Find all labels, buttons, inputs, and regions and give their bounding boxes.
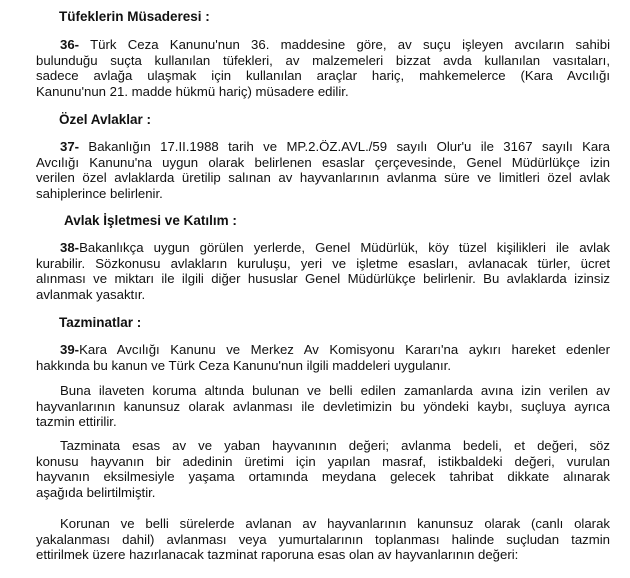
paragraph-line: yakalanması dahil) avlanması veya yumurtalarının toplanması halinde suçludan tazmin: [36, 531, 610, 547]
section-heading-tazminatlar: Tazminatlar :: [59, 315, 142, 330]
paragraph-line: bulunduğu suçta kullanılan tüfekleri, av malzemeleri bizzat avda kullanılan vasıtaları,: [36, 52, 610, 68]
article-number: 38-: [60, 240, 80, 255]
paragraph-line: 38-Bakanlıkça uygun görülen yerlerde, Genel Müdürlük, köy tüzel kişilikleri ile avlak: [60, 240, 610, 255]
compensation-paragraph-1: [36, 383, 610, 430]
paragraph-line: 36- Türk Ceza Kanunu'nun 36. maddesine göre, av suçu işleyen avcıların sahibi: [60, 37, 610, 52]
paragraph-line: hayvanlarının kanunsuz olarak avlanması ile devletimizin bu yöndeki kaybı, suçluya ayrıca: [36, 398, 610, 414]
article-39-paragraph: [36, 342, 610, 373]
section-heading-ozel-avlaklar: Özel Avlaklar :: [59, 112, 152, 127]
article-number: 39-: [60, 342, 80, 357]
article-38-paragraph: [36, 240, 610, 302]
paragraph-line: verilen özel avlaklarda üretilip salınan av hayvanlarının avlanma süre ve limitleri özel avlak: [36, 170, 610, 186]
article-37-paragraph: [36, 139, 610, 201]
paragraph-line: tazmin ettirilir.: [36, 414, 117, 430]
paragraph-line: Tazminata esas av ve yaban hayvanının değeri; avlanma bedeli, et değeri, söz: [60, 438, 610, 453]
paragraph-line: Kanunu'nun 21. madde hükmü hariç) müsadere edilir.: [36, 83, 349, 99]
compensation-paragraph-3: [36, 516, 610, 563]
paragraph-line: Buna ilaveten koruma altında bulunan ve belli edilen zamanlarda avına izin verilen av: [60, 383, 610, 398]
paragraph-line: kurabilir. Sözkonusu avlakların kuruluşu, yeri ve işletme esasları, avlanacak türler, ücret: [36, 255, 610, 271]
section-heading-avlak-isletmesi: Avlak İşletmesi ve Katılım :: [64, 213, 237, 228]
paragraph-line: sadece avlağa ulaşmak için kullanılan araçlar hariç, mahkemelerce (Kara Avcılığı: [36, 68, 610, 84]
paragraph-line: avlanmak yasaktır.: [36, 286, 146, 302]
compensation-paragraph-2: [36, 438, 610, 500]
paragraph-line: 37- Bakanlığın 17.II.1988 tarih ve MP.2.ÖZ.AVL./59 sayılı Olur'u ile 3167 sayılı Kara: [60, 139, 610, 154]
paragraph-line: ettirilmek üzere hazırlanacak tazminat raporuna esas olan av hayvanlarının değeri:: [36, 547, 519, 563]
section-heading-tufeklerin-musaderesi: Tüfeklerin Müsaderesi :: [59, 9, 210, 24]
paragraph-line: 39-Kara Avcılığı Kanunu ve Merkez Av Komisyonu Kararı'na aykırı hareket edenler: [60, 342, 610, 357]
paragraph-line: Korunan ve belli sürelerde avlanan av hayvanlarının kanunsuz olarak (canlı olarak: [60, 516, 610, 531]
paragraph-line: hakkında bu kanun ve Türk Ceza Kanunu'nun ilgili maddeleri uygulanır.: [36, 357, 452, 373]
paragraph-line: sahiplerince belirlenir.: [36, 185, 163, 201]
article-number: 37-: [60, 139, 80, 154]
paragraph-line: konusu hayvanın bir adedinin üretimi için yapılan masraf, istikbaldeki değeri, vurulan: [36, 453, 610, 469]
paragraph-line: hayvanın eksilmesiyle yaşama ortamında meydana gelecek tahribat dikkate alınarak: [36, 469, 610, 485]
paragraph-line: alınması ve miktarı ile ilgili diğer hususlar Genel Müdürlükçe belirlenir. Bu avlaklarda izinsiz: [36, 271, 610, 287]
paragraph-line: Avcılığı Kanunu'na uygun olarak belirlenen esaslar çerçevesinde, Genel Müdürlükçe izin: [36, 154, 610, 170]
article-number: 36-: [60, 37, 80, 52]
paragraph-line: aşağıda belirtilmiştir.: [36, 484, 156, 500]
article-36-paragraph: [36, 37, 610, 99]
